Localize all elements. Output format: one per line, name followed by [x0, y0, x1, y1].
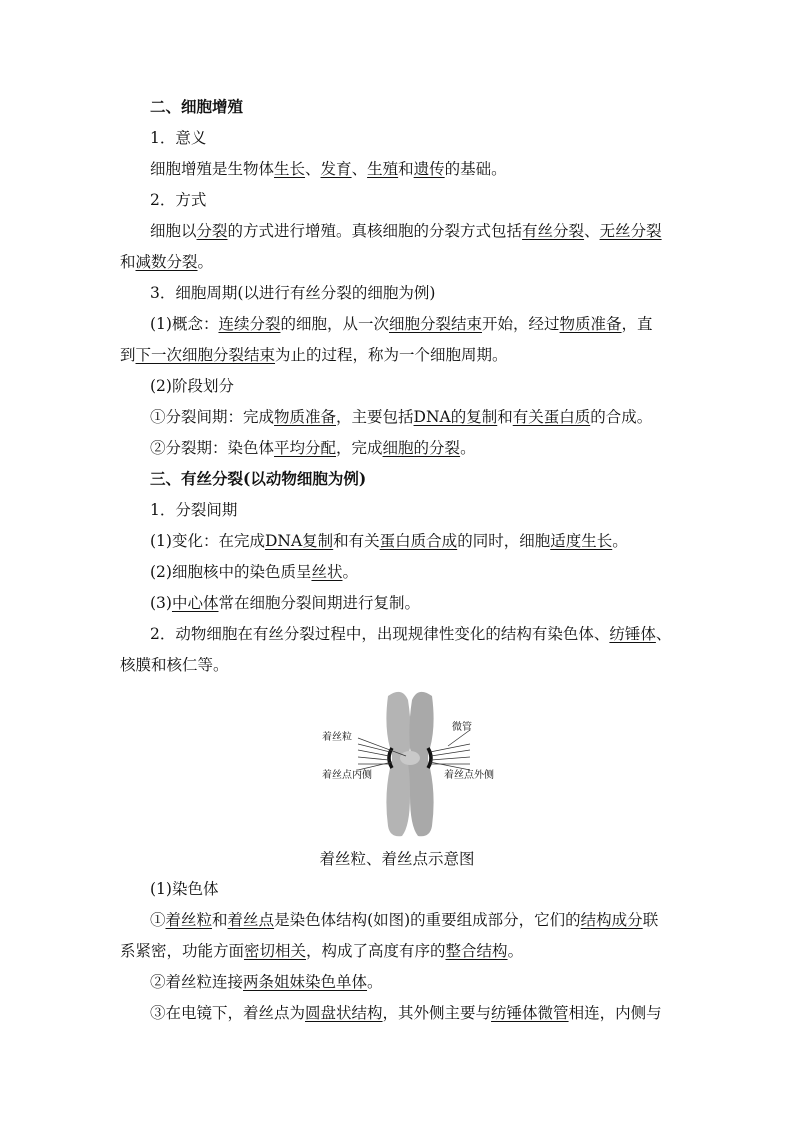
text: 的同时，细胞 [457, 532, 551, 550]
paragraph-interphase [150, 406, 676, 428]
paragraph-concept-line1 [150, 313, 676, 335]
paragraph-structures-line2: 核膜和核仁等。 [120, 656, 229, 674]
underlined-term: 细胞的分裂 [382, 439, 461, 457]
label-microtubule: 微管 [452, 722, 472, 733]
text: (3) [150, 594, 172, 612]
section-heading-cell-proliferation: 二、细胞增殖 [150, 97, 244, 116]
paragraph-concept-line2 [120, 344, 676, 366]
paragraph-centrosome [150, 592, 676, 614]
text: 。 [367, 973, 383, 991]
paragraph-mode-line1 [150, 220, 676, 242]
text: 系紧密，功能方面 [120, 942, 245, 960]
paragraph-centromere-line2 [120, 940, 676, 962]
underlined-term: 适度生长 [550, 532, 613, 550]
subheading-mode: 2．方式 [150, 191, 207, 209]
underlined-term: 连续分裂 [218, 315, 281, 333]
text: 的方式进行增殖。真核细胞的分裂方式包括 [227, 222, 523, 240]
kinetochore-right [428, 748, 431, 768]
text: ，完成 [336, 439, 383, 457]
label-kinetochore-outer: 着丝点外侧 [444, 770, 494, 781]
paragraph-structures-line1 [150, 623, 676, 645]
text: ③在电镜下，着丝点为 [150, 1004, 306, 1022]
section-heading-mitosis: 三、有丝分裂(以动物细胞为例) [150, 469, 367, 488]
text: ① [150, 911, 166, 929]
paragraph-changes [150, 530, 676, 552]
label-centromere: 着丝粒 [322, 732, 352, 743]
underlined-term: DNA的复制 [413, 408, 498, 426]
text: 是染色体结构(如图)的重要组成部分，它们的 [274, 911, 581, 929]
text: ②分裂期：染色体 [150, 439, 275, 457]
underlined-term: 整合结构 [445, 942, 508, 960]
subheading-chromosome: (1)染色体 [150, 880, 219, 898]
figure-caption: 着丝粒、着丝点示意图 [319, 850, 475, 868]
text: ，构成了高度有序的 [306, 942, 446, 960]
text: 。 [342, 563, 358, 581]
text: 、 [351, 160, 368, 178]
underlined-term: 着丝点 [227, 911, 275, 929]
text: 2．动物细胞在有丝分裂过程中，出现规律性变化的结构有染色体、 [150, 625, 610, 643]
underlined-term: 发育 [320, 160, 352, 178]
text: 、 [305, 160, 321, 178]
text: ，主要包括 [336, 408, 414, 426]
chromosome-shape [386, 692, 433, 836]
underlined-term: 物质准备 [559, 315, 622, 333]
subheading-interphase: 1．分裂间期 [150, 501, 238, 519]
text: 。 [612, 532, 628, 550]
underlined-term: 着丝粒 [165, 911, 213, 929]
text: 常在细胞分裂间期进行复制。 [218, 594, 420, 612]
text: ，其外侧主要与 [382, 1004, 492, 1022]
text: 、 [584, 222, 600, 240]
text: 。 [197, 253, 214, 271]
subheading-cell-cycle: 3．细胞周期(以进行有丝分裂的细胞为例) [150, 284, 436, 302]
underlined-term: 下一次细胞分裂结束 [135, 346, 276, 364]
text: (1)变化：在完成 [150, 532, 265, 550]
underlined-term: 圆盘状结构 [305, 1004, 383, 1022]
underlined-term: 有丝分裂 [522, 222, 585, 240]
text: 细胞以 [150, 222, 197, 240]
text: 。 [460, 439, 476, 457]
paragraph-significance [150, 158, 676, 180]
underlined-term: 结构成分 [580, 911, 643, 929]
text: 和有关 [333, 532, 380, 550]
underlined-term: 丝状 [311, 563, 343, 581]
subheading-stages: (2)阶段划分 [150, 377, 234, 395]
underlined-term: 中心体 [171, 594, 219, 612]
paragraph-kinetochore [150, 1002, 676, 1024]
underlined-term: DNA复制 [264, 532, 334, 550]
paragraph-division-phase [150, 437, 676, 459]
underlined-term: 纺锤体微管 [491, 1004, 569, 1022]
text: 和 [120, 253, 136, 271]
subheading-significance: 1．意义 [150, 129, 207, 147]
underlined-term: 平均分配 [274, 439, 337, 457]
text: 联 [642, 911, 659, 929]
text: (1)概念： [150, 315, 219, 333]
text: 细胞增殖是生物体 [150, 160, 275, 178]
text: 开始，经过 [482, 315, 560, 333]
text: 相连，内侧与 [568, 1004, 662, 1022]
underlined-term: 纺锤体 [609, 625, 656, 643]
text: 的细胞，从一次 [280, 315, 389, 333]
text: 。 [507, 942, 524, 960]
underlined-term: 有关蛋白质 [512, 408, 591, 426]
text: 、 [655, 625, 672, 643]
underlined-term: 分裂 [196, 222, 228, 240]
text: ①分裂间期：完成 [150, 408, 275, 426]
underlined-term: 减数分裂 [135, 253, 198, 271]
text: ②着丝粒连接 [150, 973, 244, 991]
microtubules-left [358, 744, 390, 764]
underlined-term: 物质准备 [274, 408, 337, 426]
text: 的基础。 [444, 160, 507, 178]
underlined-term: 细胞分裂结束 [389, 315, 483, 333]
chromosome-figure [320, 686, 520, 840]
text: 到 [120, 346, 136, 364]
paragraph-sister-chromatids [150, 971, 676, 993]
text: 的合成。 [590, 408, 653, 426]
underlined-term: 无丝分裂 [599, 222, 662, 240]
text: 和 [497, 408, 513, 426]
text: 和 [398, 160, 414, 178]
text: 为止的过程，称为一个细胞周期。 [275, 346, 508, 364]
underlined-term: 生殖 [367, 160, 399, 178]
paragraph-mode-line2 [120, 251, 676, 273]
underlined-term: 遗传 [413, 160, 445, 178]
label-kinetochore-inner: 着丝点内侧 [322, 770, 372, 781]
kinetochore-left [389, 748, 392, 768]
text: ，直 [621, 315, 653, 333]
underlined-term: 生长 [274, 160, 306, 178]
paragraph-centromere-line1 [150, 909, 676, 931]
paragraph-chromatin [150, 561, 676, 583]
text: 和 [212, 911, 228, 929]
underlined-term: 蛋白质合成 [379, 532, 458, 550]
microtubules-right [430, 744, 470, 764]
underlined-term: 密切相关 [244, 942, 307, 960]
text: (2)细胞核中的染色质呈 [150, 563, 312, 581]
underlined-term: 两条姐妹染色单体 [243, 973, 368, 991]
